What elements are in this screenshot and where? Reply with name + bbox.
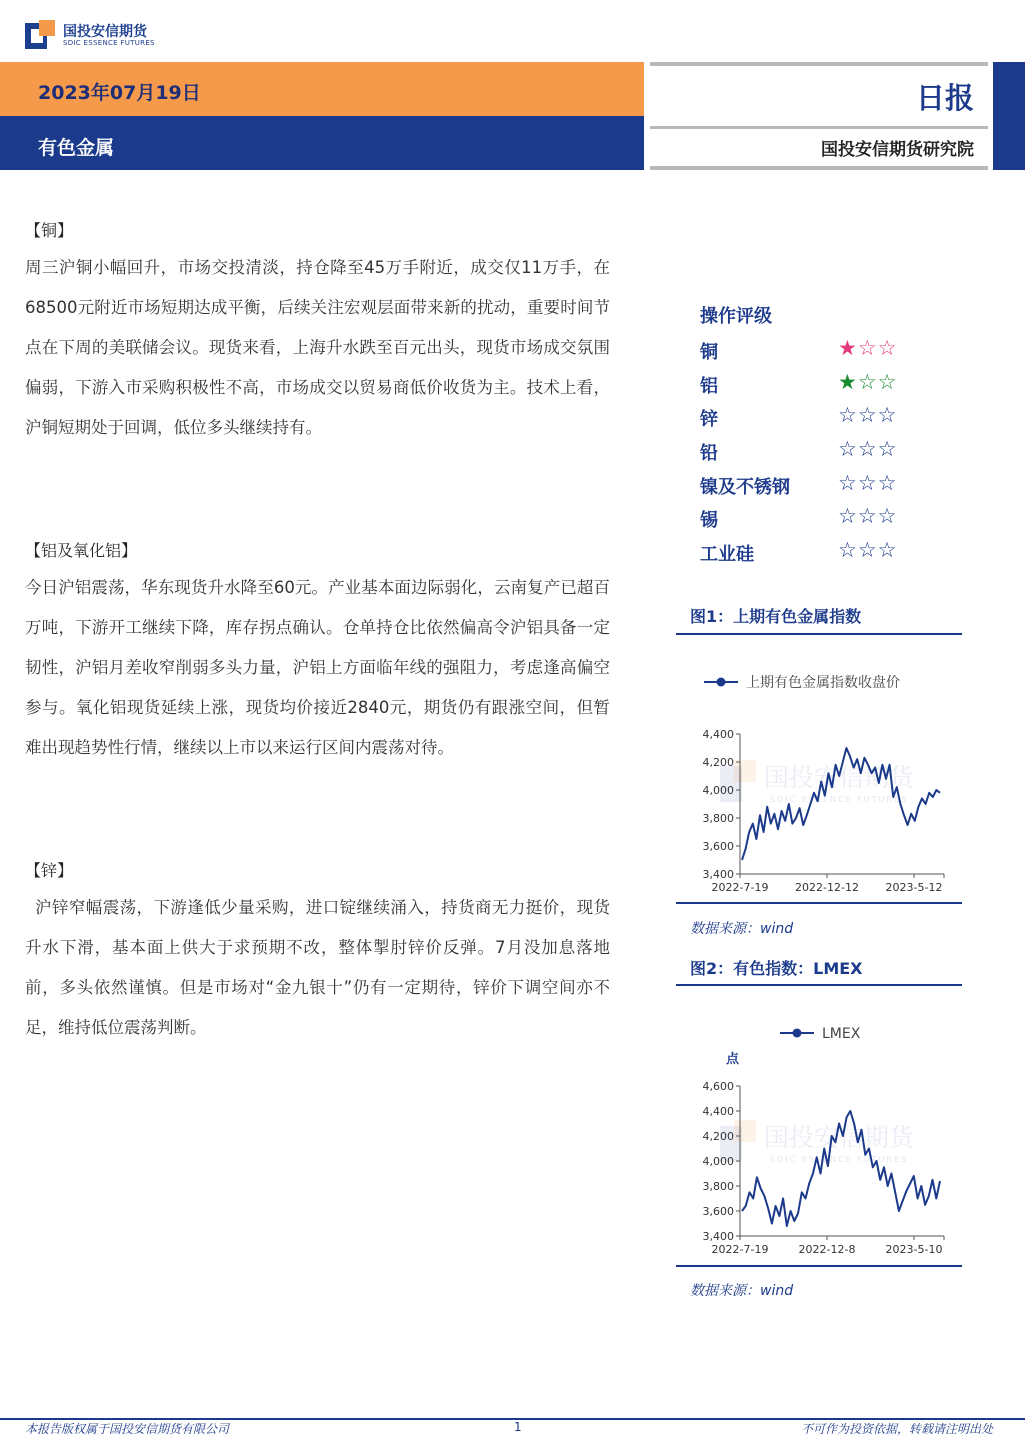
rating-row bbox=[700, 473, 960, 497]
x-tick-label: 2022-12-12 bbox=[795, 881, 859, 894]
rating-metal-name: 锌 bbox=[700, 409, 718, 430]
figure-2-chart bbox=[676, 1012, 962, 1264]
figure-2-title: 图2：有色指数：LMEX bbox=[690, 959, 863, 978]
watermark-logo-accent bbox=[734, 760, 756, 782]
y-axis-unit: 点 bbox=[726, 1052, 740, 1067]
watermark-text: 国投安信期货 bbox=[764, 763, 915, 792]
star-empty-icon: ☆ bbox=[877, 437, 898, 461]
watermark-logo-accent bbox=[734, 1120, 756, 1142]
rating-stars bbox=[838, 471, 897, 495]
star-empty-icon: ☆ bbox=[838, 538, 858, 562]
report-date: 2023年07月19日 bbox=[38, 82, 201, 104]
y-tick-label: 4,000 bbox=[702, 784, 734, 797]
rating-stars bbox=[838, 336, 897, 360]
star-empty-icon: ☆ bbox=[857, 538, 878, 562]
rating-metal-name: 锡 bbox=[700, 510, 718, 531]
figure-2-source: 数据来源：wind bbox=[690, 1283, 794, 1299]
rating-metal-name: 铅 bbox=[700, 443, 718, 464]
y-tick-label: 3,800 bbox=[702, 812, 734, 825]
figure-1-chart bbox=[676, 660, 962, 900]
star-empty-icon: ☆ bbox=[838, 504, 858, 528]
divider bbox=[650, 62, 988, 66]
section-title-aluminum: 【铝及氧化铝】 bbox=[25, 541, 138, 560]
rating-metal-name: 工业硅 bbox=[700, 544, 754, 565]
star-empty-icon: ☆ bbox=[838, 437, 858, 461]
star-empty-icon: ☆ bbox=[857, 403, 878, 427]
figure-1-top-rule bbox=[676, 633, 962, 635]
logo-text-en: SDIC ESSENCE FUTURES bbox=[63, 39, 155, 47]
logo-text-cn: 国投安信期货 bbox=[63, 24, 147, 40]
y-tick-label: 3,800 bbox=[702, 1180, 734, 1193]
star-empty-icon: ☆ bbox=[838, 471, 858, 495]
rating-row bbox=[700, 439, 960, 463]
x-tick-label: 2022-7-19 bbox=[711, 1243, 769, 1256]
y-tick-label: 3,600 bbox=[702, 1205, 734, 1218]
report-type: 日报 bbox=[915, 81, 974, 115]
legend-marker bbox=[717, 678, 726, 687]
report-sector: 有色金属 bbox=[38, 137, 115, 159]
star-empty-icon: ☆ bbox=[877, 403, 898, 427]
section-text-zinc: 沪锌窄幅震荡，下游逢低少量采购，进口锭继续涌入，持货商无力挺价，现货升水下滑，基本面上供大于求预期不改，整体掣肘锌价反弹。7月没加息落地前，多头依然谨慎。但是市场对“金九银十”仍有一定期待，锌价下调空间亦不足，维持低位震荡判断。 bbox=[25, 898, 610, 1037]
star-empty-icon: ☆ bbox=[877, 471, 898, 495]
star-filled-icon: ★ bbox=[838, 370, 858, 394]
rating-title: 操作评级 bbox=[700, 306, 772, 327]
section-text-copper: 周三沪铜小幅回升，市场交投清淡，持仓降至45万手附近，成交仅11万手，在68500元附近市场短期达成平衡，后续关注宏观层面带来新的扰动，重要时间节点在下周的美联储会议。现货来看，上海升水跌至百元出头，现货市场成交氛围偏弱，下游入市采购积极性不高，市场成交以贸易商低价收货为主。技术上看，沪铜短期处于回调，低位多头继续持有。 bbox=[25, 258, 610, 437]
y-tick-label: 4,400 bbox=[702, 1105, 734, 1118]
y-tick-label: 4,200 bbox=[702, 1130, 734, 1143]
star-empty-icon: ☆ bbox=[857, 437, 878, 461]
rating-stars bbox=[838, 504, 897, 528]
rating-metal-name: 镍及不锈钢 bbox=[700, 477, 790, 498]
star-empty-icon: ☆ bbox=[857, 471, 878, 495]
rating-row bbox=[700, 540, 960, 564]
section-text-aluminum: 今日沪铝震荡，华东现货升水降至60元。产业基本面边际弱化，云南复产已超百万吨，下游开工继续下降，库存拐点确认。仓单持仓比依然偏高令沪铝具备一定韧性，沪铝月差收窄削弱多头力量，沪铝上方面临年线的强阻力，考虑逢高偏空参与。氧化铝现货延续上涨，现货均价接近2840元，期货仍有跟涨空间，但暂难出现趋势性行情，继续以上市以来运行区间内震荡对待。 bbox=[25, 578, 610, 757]
legend-label: LMEX bbox=[822, 1026, 861, 1042]
y-tick-label: 4,000 bbox=[702, 1155, 734, 1168]
star-empty-icon: ☆ bbox=[877, 504, 898, 528]
chart-1-svg bbox=[676, 660, 962, 900]
y-tick-label: 3,400 bbox=[702, 1230, 734, 1243]
page-number: 1 bbox=[514, 1420, 522, 1434]
figure-2-top-rule bbox=[676, 984, 962, 986]
y-tick-label: 4,400 bbox=[702, 728, 734, 741]
star-empty-icon: ☆ bbox=[877, 336, 898, 360]
star-empty-icon: ☆ bbox=[857, 370, 878, 394]
y-tick-label: 3,400 bbox=[702, 868, 734, 881]
legend-marker bbox=[793, 1029, 802, 1038]
figure-2-bottom-rule bbox=[676, 1265, 962, 1267]
section-title-zinc: 【锌】 bbox=[25, 861, 74, 880]
figure-1-source: 数据来源：wind bbox=[690, 921, 794, 937]
rating-row bbox=[700, 405, 960, 429]
rating-row bbox=[700, 506, 960, 530]
x-tick-label: 2022-12-8 bbox=[798, 1243, 856, 1256]
legend-label: 上期有色金属指数收盘价 bbox=[746, 675, 900, 691]
figure-1-bottom-rule bbox=[676, 902, 962, 904]
rating-stars bbox=[838, 437, 897, 461]
section-title-copper: 【铜】 bbox=[25, 221, 74, 240]
star-empty-icon: ☆ bbox=[857, 336, 878, 360]
star-empty-icon: ☆ bbox=[838, 403, 858, 427]
watermark-subtext: SDIC ESSENCE FUTURES bbox=[770, 1155, 909, 1164]
institute-name: 国投安信期货研究院 bbox=[821, 140, 974, 160]
watermark-subtext: SDIC ESSENCE FUTURES bbox=[770, 795, 909, 804]
x-tick-label: 2022-7-19 bbox=[711, 881, 769, 894]
rating-row bbox=[700, 338, 960, 362]
watermark bbox=[720, 1120, 916, 1164]
star-empty-icon: ☆ bbox=[877, 370, 898, 394]
rating-metal-name: 铜 bbox=[700, 342, 718, 363]
x-tick-label: 2023-5-10 bbox=[885, 1243, 943, 1256]
y-tick-label: 3,600 bbox=[702, 840, 734, 853]
star-filled-icon: ★ bbox=[838, 336, 858, 360]
rating-stars bbox=[838, 538, 897, 562]
watermark-text: 国投安信期货 bbox=[764, 1123, 915, 1152]
divider bbox=[650, 126, 988, 129]
header-accent-strip bbox=[993, 62, 1025, 170]
star-empty-icon: ☆ bbox=[857, 504, 878, 528]
star-empty-icon: ☆ bbox=[877, 538, 898, 562]
divider bbox=[650, 166, 988, 170]
report-header-right bbox=[650, 62, 988, 170]
x-tick-label: 2023-5-12 bbox=[885, 881, 943, 894]
logo-icon bbox=[25, 20, 55, 50]
figure-1-title: 图1：上期有色金属指数 bbox=[690, 607, 862, 626]
rating-stars bbox=[838, 403, 897, 427]
company-logo bbox=[25, 18, 175, 52]
chart-2-svg bbox=[676, 1012, 962, 1264]
footer-copyright: 本报告版权属于国投安信期货有限公司 bbox=[25, 1422, 230, 1436]
footer-disclaimer: 不可作为投资依据，转载请注明出处 bbox=[800, 1422, 993, 1436]
rating-stars bbox=[838, 370, 897, 394]
y-tick-label: 4,600 bbox=[702, 1080, 734, 1093]
rating-row bbox=[700, 372, 960, 396]
y-tick-label: 4,200 bbox=[702, 756, 734, 769]
rating-metal-name: 铝 bbox=[700, 376, 718, 397]
